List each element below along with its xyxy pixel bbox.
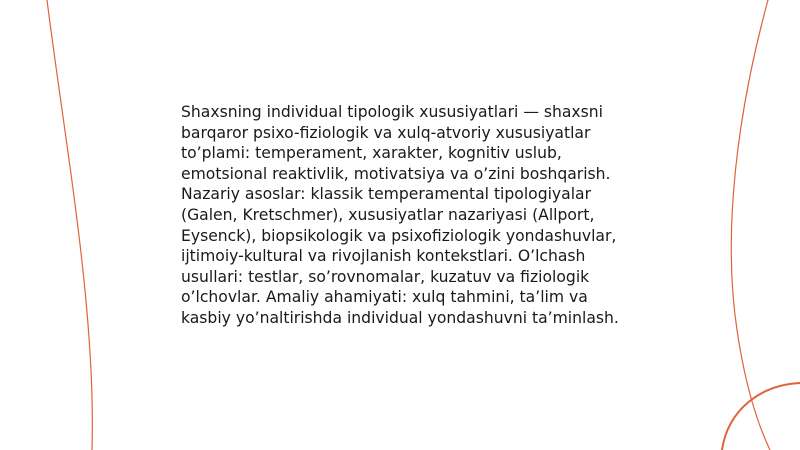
- body-text: Shaxsning individual tipologik xususiyatlari — shaxsni barqaror psixo-fiziologik va xulq-atvoriy xususiyatlar to’plami: temperament, xarakter, kognitiv uslub, emotsional reaktivlik, motivatsiya va o’zini boshqarish. Nazariy asoslar: klassik temperamental tipologiyalar (Galen, Kretschmer), xususiyatlar nazariyasi (Allport, Eysenck), biopsikologik va psixofiziologik yondashuvlar, ijtimoiy-kultural va rivojlanish kontekstlari. O’lchash usullari: testlar, so’rovnomalar, kuzatuv va fiziologik o’lchovlar. Amaliy ahamiyati: xulq tahmini, ta’lim va kasbiy yo’naltirishda individual yondashuvni ta’minlash.: [181, 103, 619, 327]
- left-decorative-curve: [47, 0, 92, 450]
- right-decorative-curve: [731, 0, 770, 450]
- bottom-right-decorative-arc: [722, 383, 800, 450]
